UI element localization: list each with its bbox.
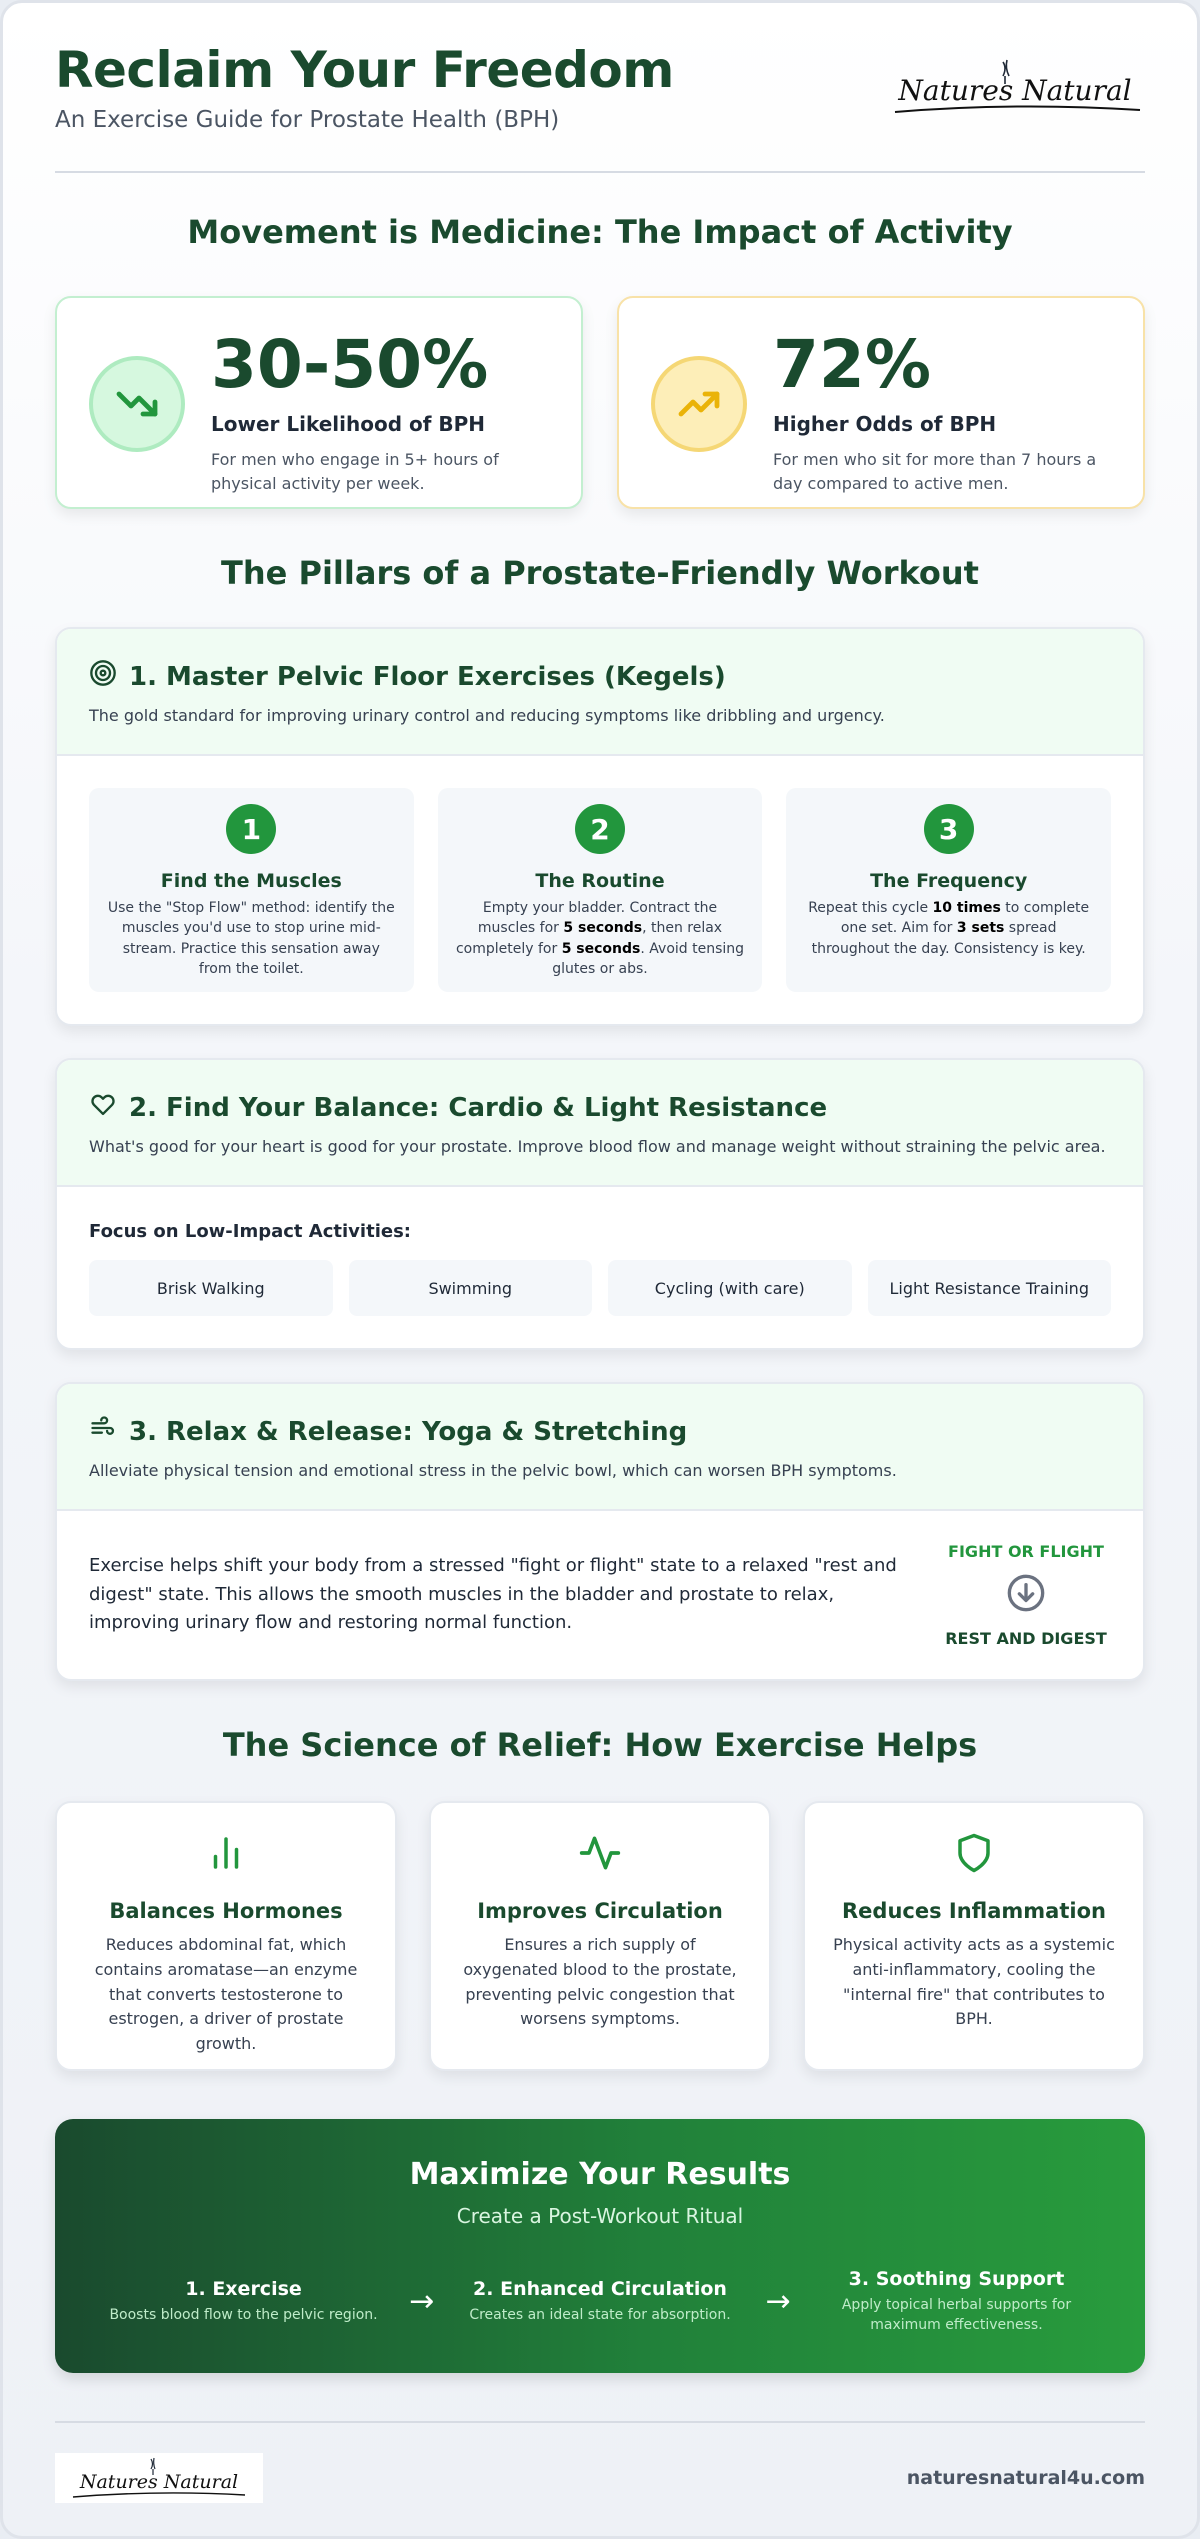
stat-value: 30-50% [211, 326, 489, 403]
step-number: 3 [924, 804, 974, 854]
page-title: Reclaim Your Freedom [55, 41, 674, 99]
science-card [803, 1801, 1145, 2071]
stat-description: For men who sit for more than 7 hours a day compared to active men. [773, 450, 1097, 493]
activity-chip: Brisk Walking [89, 1260, 333, 1316]
ritual-steps [55, 2268, 1145, 2335]
science-card [55, 1801, 397, 2071]
activity-chip: Cycling (with care) [608, 1260, 852, 1316]
heart-icon [89, 1090, 117, 1125]
pillar-header [57, 1060, 1143, 1187]
pulse-icon [457, 1829, 743, 1877]
science-cards [55, 1801, 1145, 2071]
ritual-step [451, 2278, 748, 2326]
pillar-description: Alleviate physical tension and emotional stress in the pelvic bowl, which can worsen BPH symptoms. [89, 1461, 897, 1480]
ritual-step-desc: Apply topical herbal supports for maximum effectiveness. [841, 2297, 1072, 2333]
science-card-text: Ensures a rich supply of oxygenated blood to the prostate, preventing pelvic congestion that worsens symptoms. [463, 1935, 737, 2029]
footer [55, 2421, 1145, 2503]
yoga-body [57, 1511, 1143, 1679]
arrow-right-icon: → [409, 2284, 435, 2320]
pillar-title [89, 1090, 1111, 1125]
pillar-title-text: 1. Master Pelvic Floor Exercises (Kegels) [129, 661, 726, 692]
science-card [429, 1801, 771, 2071]
step-text: Repeat this cycle 10 times to complete one set. Aim for 3 sets spread throughout the day. Consistency is key. [808, 900, 1090, 957]
stat-description: For men who engage in 5+ hours of physical activity per week. [211, 450, 499, 493]
step-title: Find the Muscles [160, 870, 342, 892]
pillar-title [89, 1414, 1111, 1449]
step-number: 2 [575, 804, 625, 854]
kegel-step [89, 788, 414, 992]
header-text [55, 41, 674, 133]
kegel-step [438, 788, 763, 992]
pillar-title [89, 659, 1111, 694]
kegel-step [786, 788, 1111, 992]
impact-stats [55, 296, 1145, 509]
kegel-steps [57, 756, 1143, 1024]
ritual-step-title: 1. Exercise [185, 2277, 302, 2300]
science-card-title: Balances Hormones [109, 1899, 343, 1923]
state-shift [941, 1542, 1111, 1648]
impact-title: Movement is Medicine: The Impact of Activity [187, 213, 1013, 251]
ritual-step-title: 3. Soothing Support [848, 2268, 1065, 2290]
header [55, 3, 1145, 173]
step-number: 1 [226, 804, 276, 854]
science-card-text: Physical activity acts as a systemic anti-inflammatory, cooling the "internal fire" that contributes to BPH. [833, 1935, 1115, 2029]
step-title: The Frequency [870, 870, 1028, 892]
pillar-title-text: 2. Find Your Balance: Cardio & Light Resistance [129, 1092, 828, 1123]
activity-chip: Light Resistance Training [868, 1260, 1112, 1316]
pillar-yoga [55, 1382, 1145, 1681]
science-card-title: Improves Circulation [477, 1899, 723, 1923]
results-title: Maximize Your Results [409, 2157, 791, 2192]
brand-logo [885, 52, 1145, 122]
pillars-title: The Pillars of a Prostate-Friendly Workout [221, 554, 979, 592]
step-title: The Routine [535, 870, 665, 892]
wind-icon [89, 1414, 117, 1449]
results-banner [55, 2119, 1145, 2373]
pillar-kegels [55, 627, 1145, 1026]
pillar-header [57, 629, 1143, 756]
science-card-title: Reduces Inflammation [842, 1899, 1106, 1923]
pillar-description: The gold standard for improving urinary control and reducing symptoms like dribbling and urgency. [89, 706, 885, 725]
ritual-step [95, 2278, 392, 2326]
yoga-explanation: Exercise helps shift your body from a stressed "fight or flight" state to a relaxed "rest and digest" state. This allows the smooth muscles in the bladder and prostate to relax, improving urinary flow and restoring normal function. [89, 1554, 897, 1634]
state-to: REST AND DIGEST [945, 1629, 1107, 1648]
stat-label: Lower Likelihood of BPH [211, 412, 486, 436]
bar-chart-icon [83, 1829, 369, 1877]
focus-label: Focus on Low-Impact Activities: [89, 1221, 411, 1242]
stat-label: Higher Odds of BPH [773, 412, 997, 436]
ritual-step-desc: Creates an ideal state for absorption. [469, 2306, 731, 2323]
stat-card-lower [55, 296, 583, 509]
ritual-step-title: 2. Enhanced Circulation [473, 2277, 727, 2300]
arrow-down-circle-icon [941, 1573, 1111, 1617]
trending-up-icon [651, 356, 747, 452]
shield-icon [831, 1829, 1117, 1877]
pillar-title-text: 3. Relax & Release: Yoga & Stretching [129, 1416, 688, 1447]
step-text: Empty your bladder. Contract the muscles for 5 seconds, then relax completely for 5 seconds. Avoid tensing glutes or abs. [455, 900, 745, 977]
stat-card-higher [617, 296, 1145, 509]
logo-wordmark: Natures Natural [898, 74, 1132, 107]
pillar-header [57, 1384, 1143, 1511]
science-card-text: Reduces abdominal fat, which contains aromatase—an enzyme that converts testosterone to estrogen, a driver of prostate growth. [94, 1935, 358, 2054]
trending-down-icon [89, 356, 185, 452]
arrow-right-icon: → [765, 2284, 791, 2320]
results-subtitle: Create a Post-Workout Ritual [456, 2204, 744, 2228]
state-from: FIGHT OR FLIGHT [948, 1542, 1104, 1561]
activity-chip: Swimming [349, 1260, 593, 1316]
stat-value: 72% [773, 326, 931, 403]
pillar-description: What's good for your heart is good for your prostate. Improve blood flow and manage weight without straining the pelvic area. [89, 1137, 1106, 1156]
footer-logo [55, 2453, 263, 2503]
science-title: The Science of Relief: How Exercise Helps [222, 1726, 978, 1764]
ritual-step-desc: Boosts blood flow to the pelvic region. [109, 2306, 378, 2323]
footer-logo-wordmark: Natures Natural [79, 2471, 239, 2493]
activity-list [57, 1242, 1143, 1348]
ritual-step [808, 2268, 1105, 2335]
pillar-cardio [55, 1058, 1145, 1350]
step-text: Use the "Stop Flow" method: identify the muscles you'd use to stop urine mid-stream. Practice this sensation away from the toilet. [107, 900, 395, 977]
page-subtitle: An Exercise Guide for Prostate Health (BPH) [55, 107, 560, 133]
footer-website-link[interactable]: naturesnatural4u.com [906, 2467, 1145, 2489]
target-icon [89, 659, 117, 694]
